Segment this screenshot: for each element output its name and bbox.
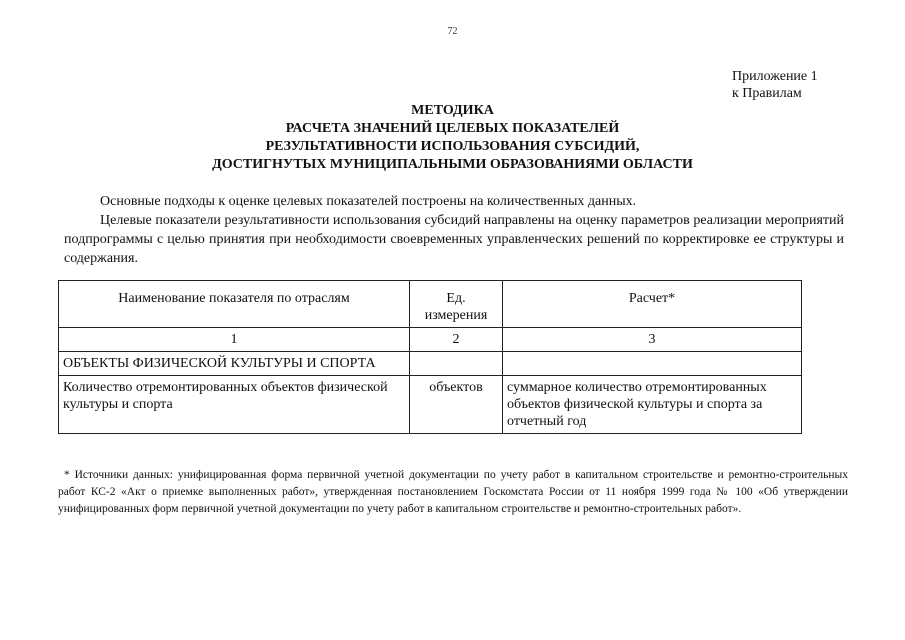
header-indicator-name: Наименование показателя по отраслям: [59, 281, 410, 328]
appendix-note: [732, 68, 818, 102]
section-empty-cell: [503, 352, 802, 376]
title-line-1: МЕТОДИКА: [411, 103, 494, 118]
title-line-3: РЕЗУЛЬТАТИВНОСТИ ИСПОЛЬЗОВАНИЯ СУБСИДИЙ,: [265, 139, 640, 154]
intro-paragraph-2: Целевые показатели результативности использования субсидий направлены на оценку параметров реализации мероприятий подпрограммы с целью принятия при необходимости своевременных управленческих решений по корректировке ее структуры и содержания.: [64, 213, 844, 266]
section-title: ОБЪЕКТЫ ФИЗИЧЕСКОЙ КУЛЬТУРЫ И СПОРТА: [59, 352, 410, 376]
column-number-2: 2: [410, 328, 503, 352]
header-unit: Ед. измерения: [410, 281, 503, 328]
table-section-row: [59, 352, 802, 376]
title-line-2: РАСЧЕТА ЗНАЧЕНИЙ ЦЕЛЕВЫХ ПОКАЗАТЕЛЕЙ: [285, 121, 620, 136]
indicator-unit: объектов: [410, 376, 503, 434]
column-number-3: 3: [503, 328, 802, 352]
footnote: * Источники данных: унифицированная форма первичной учетной документации по учету работ в капитальном строительстве и ремонтно-строительных работ КС-2 «Акт о приемке выполненных работ», утвержденная постановлением Госкомстата России от 11 ноября 1999 года № 100 «Об утверждении унифицированных форм первичной учетной документации по учету работ в капитальном строительстве и ремонтно-строительных работ».: [58, 469, 848, 515]
intro-paragraph-1: Основные подходы к оценке целевых показателей построены на количественных данных.: [100, 194, 637, 209]
indicator-calculation: суммарное количество отремонтированных объектов физической культуры и спорта за отчетный год: [503, 376, 802, 434]
page-number: 72: [447, 26, 458, 37]
table-header-row: [59, 281, 802, 328]
document-title: [40, 102, 865, 174]
title-line-4: ДОСТИГНУТЫХ МУНИЦИПАЛЬНЫМИ ОБРАЗОВАНИЯМИ ОБЛАСТИ: [212, 157, 693, 172]
indicator-name: Количество отремонтированных объектов физической культуры и спорта: [59, 376, 410, 434]
section-empty-cell: [410, 352, 503, 376]
table-row: [59, 376, 802, 434]
intro-text: [64, 192, 844, 268]
appendix-line-2: к Правилам: [732, 86, 802, 101]
header-calculation: Расчет*: [503, 281, 802, 328]
appendix-line-1: Приложение 1: [732, 69, 818, 84]
indicators-table: [58, 280, 802, 434]
column-number-1: 1: [59, 328, 410, 352]
table-number-row: [59, 328, 802, 352]
